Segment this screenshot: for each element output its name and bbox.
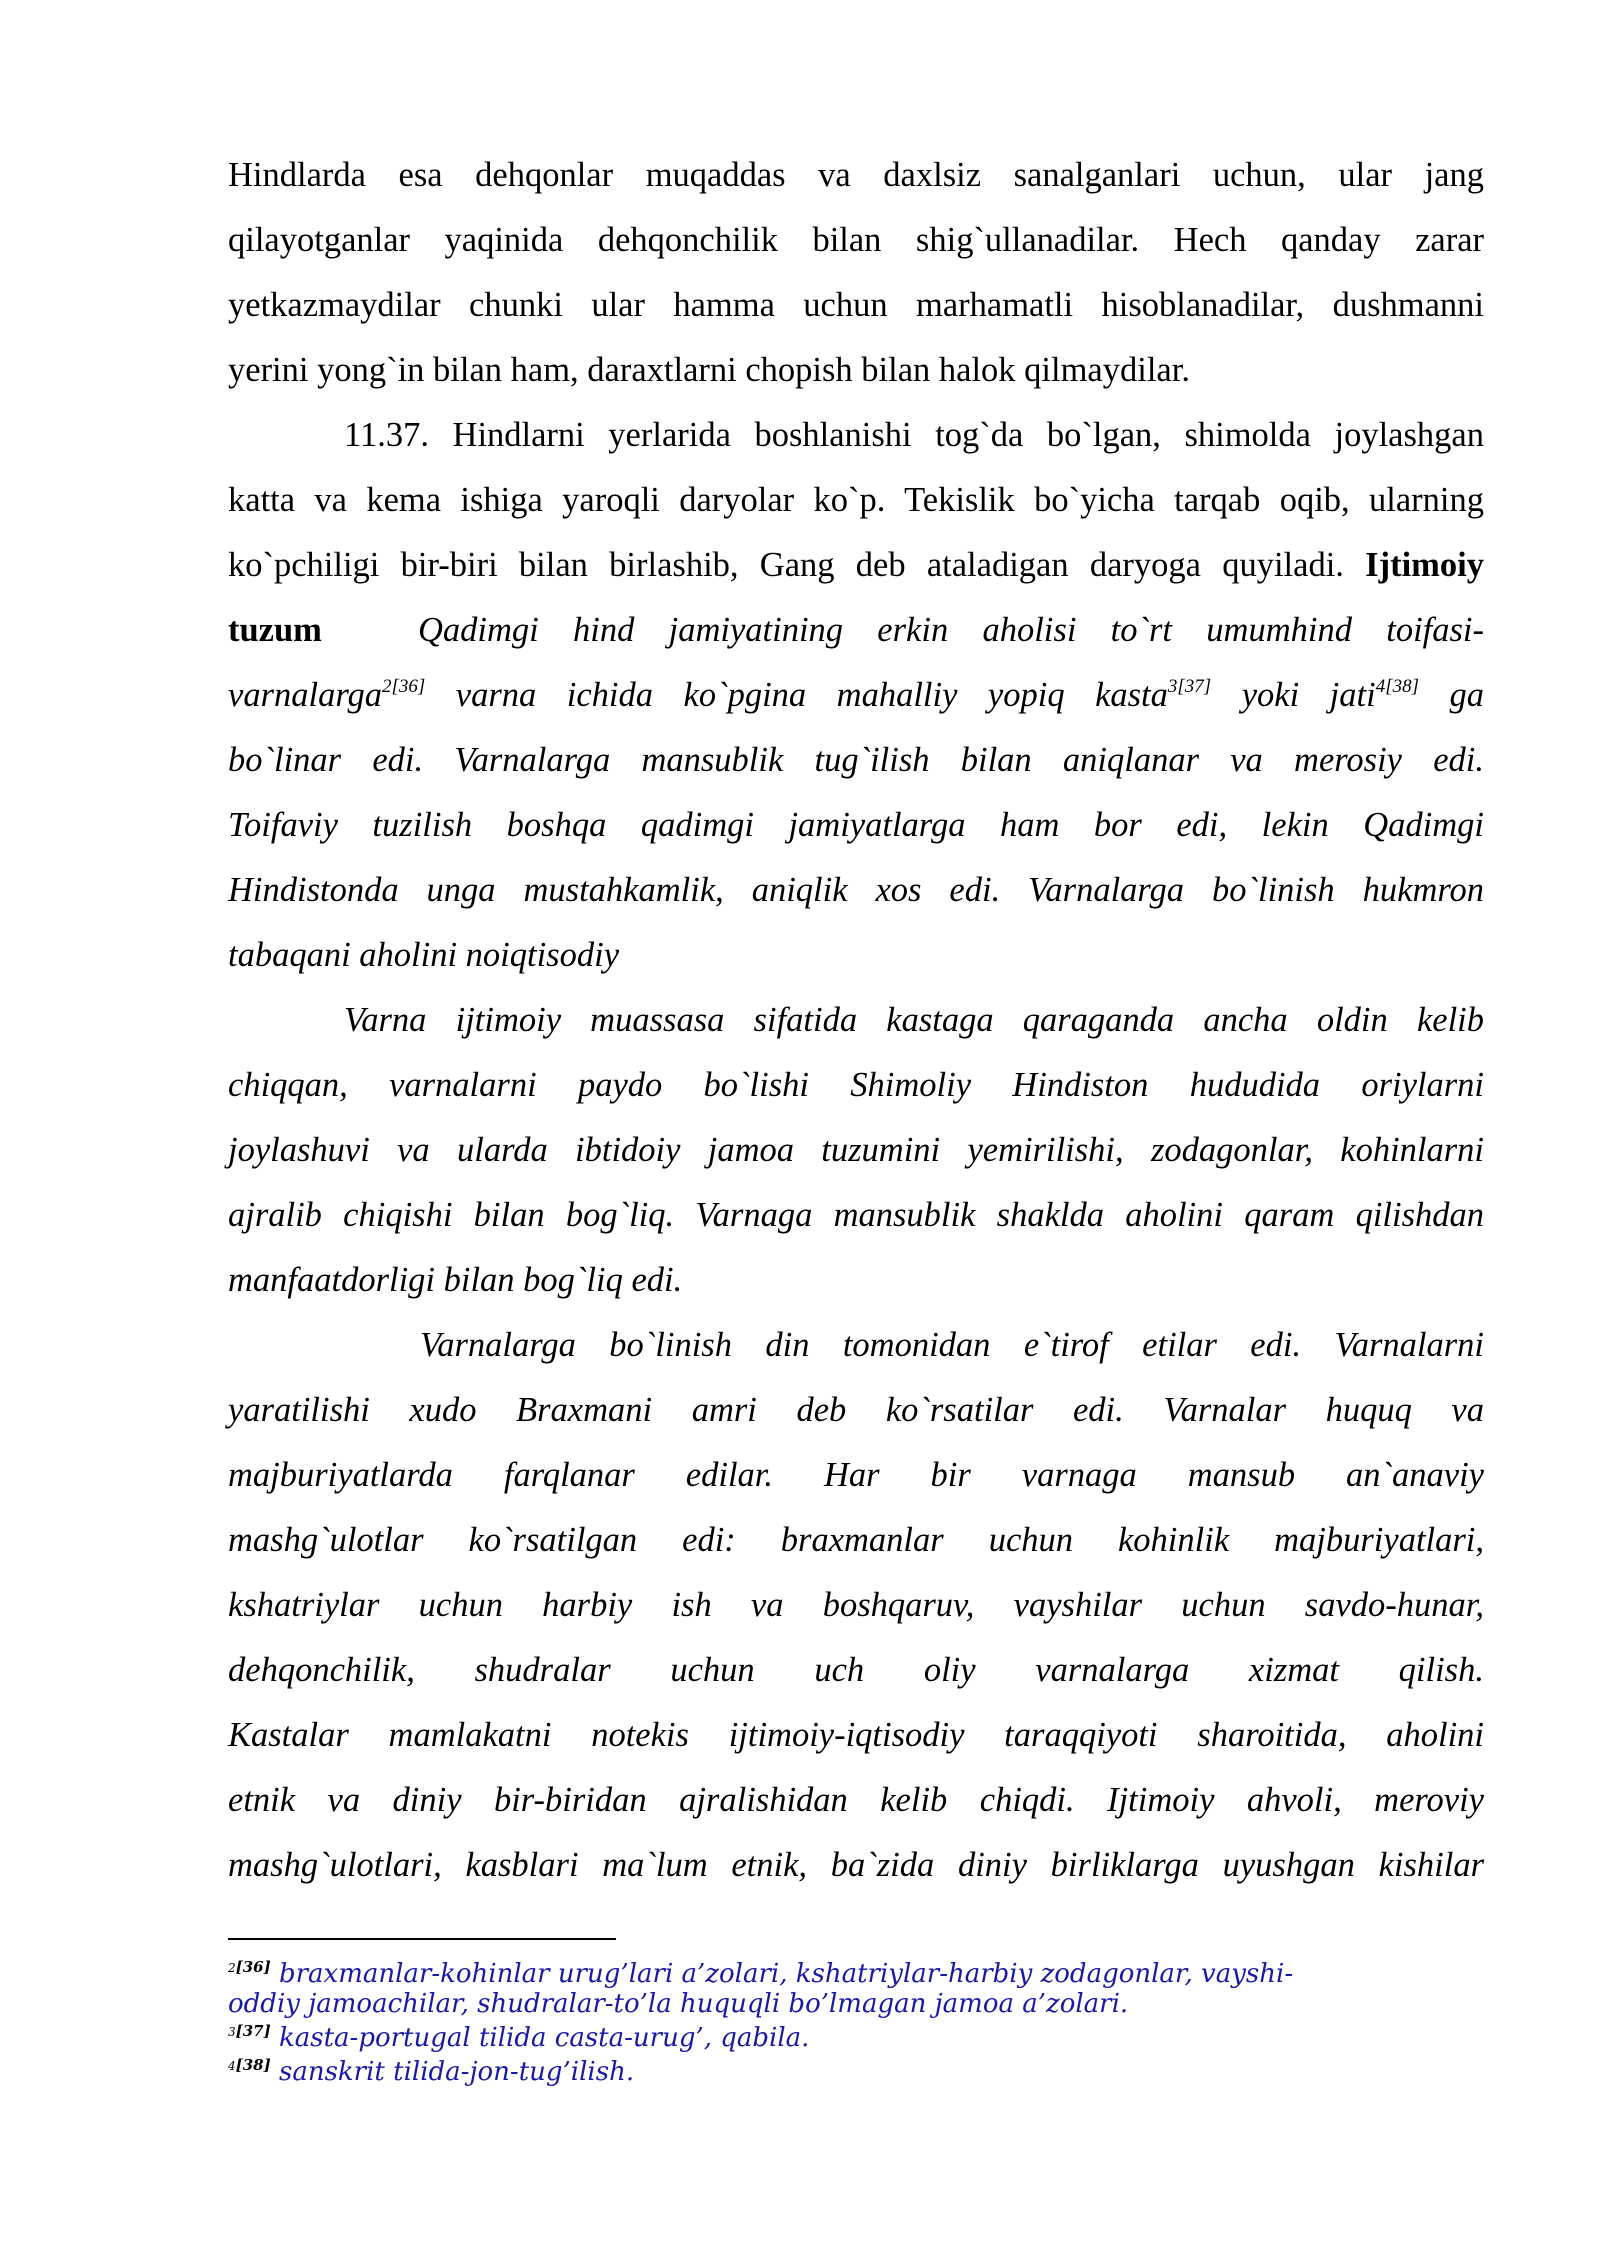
paragraph-line: dehqonchilik, shudralar uchun uch oliy varnalarga xizmat qilish. (228, 1651, 1484, 1689)
paragraph-line (228, 545, 1484, 585)
paragraph-text: ko`pchiligi bir-biri bilan birlashib, Gang deb ataladigan daryoga quyiladi. (228, 546, 1366, 584)
footnote-text: kasta-portugal tilida casta-urug’, qabila. (278, 2023, 810, 2053)
paragraph-line: yerini yong`in bilan ham, daraxtlarni chopish bilan halok qilmaydilar. (228, 351, 1190, 389)
footnote (228, 2022, 1484, 2054)
paragraph-line: mashg`ulotlar ko`rsatilgan edi: braxmanlar uchun kohinlik majburiyatlari, (228, 1521, 1484, 1559)
paragraph-line: joylashuvi va ularda ibtidoiy jamoa tuzumini yemirilishi, zodagonlar, kohinlarni (228, 1131, 1484, 1169)
footnote-ref: 4[38] (1375, 676, 1419, 697)
paragraph-line: ajralib chiqishi bilan bog`liq. Varnaga mansublik shaklda aholini qaram qilishdan (228, 1196, 1484, 1234)
paragraph-line: Varna ijtimoiy muassasa sifatida kastaga qaraganda ancha oldin kelib (344, 1001, 1484, 1039)
footnote-ref: 2[36] (381, 676, 426, 697)
paragraph-text: Qadimgi hind jamiyatining erkin aholisi to`rt umumhind toifasi- (418, 611, 1484, 649)
paragraph-line: kshatriylar uchun harbiy ish va boshqaruv, vayshilar uchun savdo-hunar, (228, 1586, 1484, 1624)
footnote-marker: 2[36] (228, 1958, 271, 1976)
paragraph-line: tabaqani aholini noiqtisodiy (228, 936, 620, 974)
paragraph-text: varnalarga (228, 676, 382, 714)
footnote-separator (228, 1938, 616, 1940)
paragraph-line: manfaatdorligi bilan bog`liq edi. (228, 1261, 683, 1299)
footnote-marker: 4[38] (228, 2056, 271, 2074)
paragraph-line: bo`linar edi. Varnalarga mansublik tug`ilish bilan aniqlanar va merosiy edi. (228, 741, 1484, 779)
paragraph-line: Varnalarga bo`linish din tomonidan e`tirof etilar edi. Varnalarni (420, 1326, 1484, 1364)
paragraph-line: Hindlarda esa dehqonlar muqaddas va daxlsiz sanalganlari uchun, ular jang (228, 156, 1484, 194)
footnote (228, 1958, 1484, 1990)
footnote-marker: 3[37] (228, 2022, 271, 2040)
footnote: oddiy jamoachilar, shudralar-to’la huquqli bo’lmagan jamoa a’zolari. (228, 1989, 1129, 2019)
paragraph-text: varna ichida ko`pgina mahalliy yopiq kasta (425, 676, 1168, 714)
paragraph-line: mashg`ulotlari, kasblari ma`lum etnik, ba`zida diniy birliklarga uyushgan kishilar (228, 1846, 1484, 1884)
paragraph-line: Kastalar mamlakatni notekis ijtimoiy-iqtisodiy taraqqiyoti sharoitida, aholini (228, 1716, 1484, 1754)
paragraph-line: yaratilishi xudo Braxmani amri deb ko`rsatilar edi. Varnalar huquq va (228, 1391, 1484, 1429)
footnote-ref: 3[37] (1167, 676, 1212, 697)
section-heading: tuzum (228, 611, 322, 649)
paragraph-line: katta va kema ishiga yaroqli daryolar ko`p. Tekislik bo`yicha tarqab oqib, ularning (228, 481, 1484, 519)
footnote-text: braxmanlar-kohinlar urug’lari a’zolari, kshatriylar-harbiy zodagonlar, vayshi- (278, 1959, 1294, 1989)
footnote-text: sanskrit tilida-jon-tug’ilish. (278, 2057, 635, 2087)
section-heading: Ijtimoiy (1365, 546, 1484, 584)
paragraph-text: yoki jati (1211, 676, 1376, 714)
footnote (228, 2056, 1484, 2088)
paragraph-line (228, 675, 1484, 715)
paragraph-line: majburiyatlarda farqlanar edilar. Har bir varnaga mansub an`anaviy (228, 1456, 1484, 1494)
paragraph-line: yetkazmaydilar chunki ular hamma uchun marhamatli hisoblanadilar, dushmanni (228, 286, 1484, 324)
paragraph-text: ga (1418, 676, 1484, 714)
paragraph-line: chiqqan, varnalarni paydo bo`lishi Shimoliy Hindiston hududida oriylarni (228, 1066, 1484, 1104)
paragraph-line: Hindistonda unga mustahkamlik, aniqlik xos edi. Varnalarga bo`linish hukmron (228, 871, 1484, 909)
paragraph-line: qilayotganlar yaqinida dehqonchilik bilan shig`ullanadilar. Hech qanday zarar (228, 221, 1484, 259)
paragraph-line: Toifaviy tuzilish boshqa qadimgi jamiyatlarga ham bor edi, lekin Qadimgi (228, 806, 1484, 844)
paragraph-line: 11.37. Hindlarni yerlarida boshlanishi tog`da bo`lgan, shimolda joylashgan (344, 416, 1484, 454)
paragraph-line: etnik va diniy bir-biridan ajralishidan kelib chiqdi. Ijtimoiy ahvoli, meroviy (228, 1781, 1484, 1819)
